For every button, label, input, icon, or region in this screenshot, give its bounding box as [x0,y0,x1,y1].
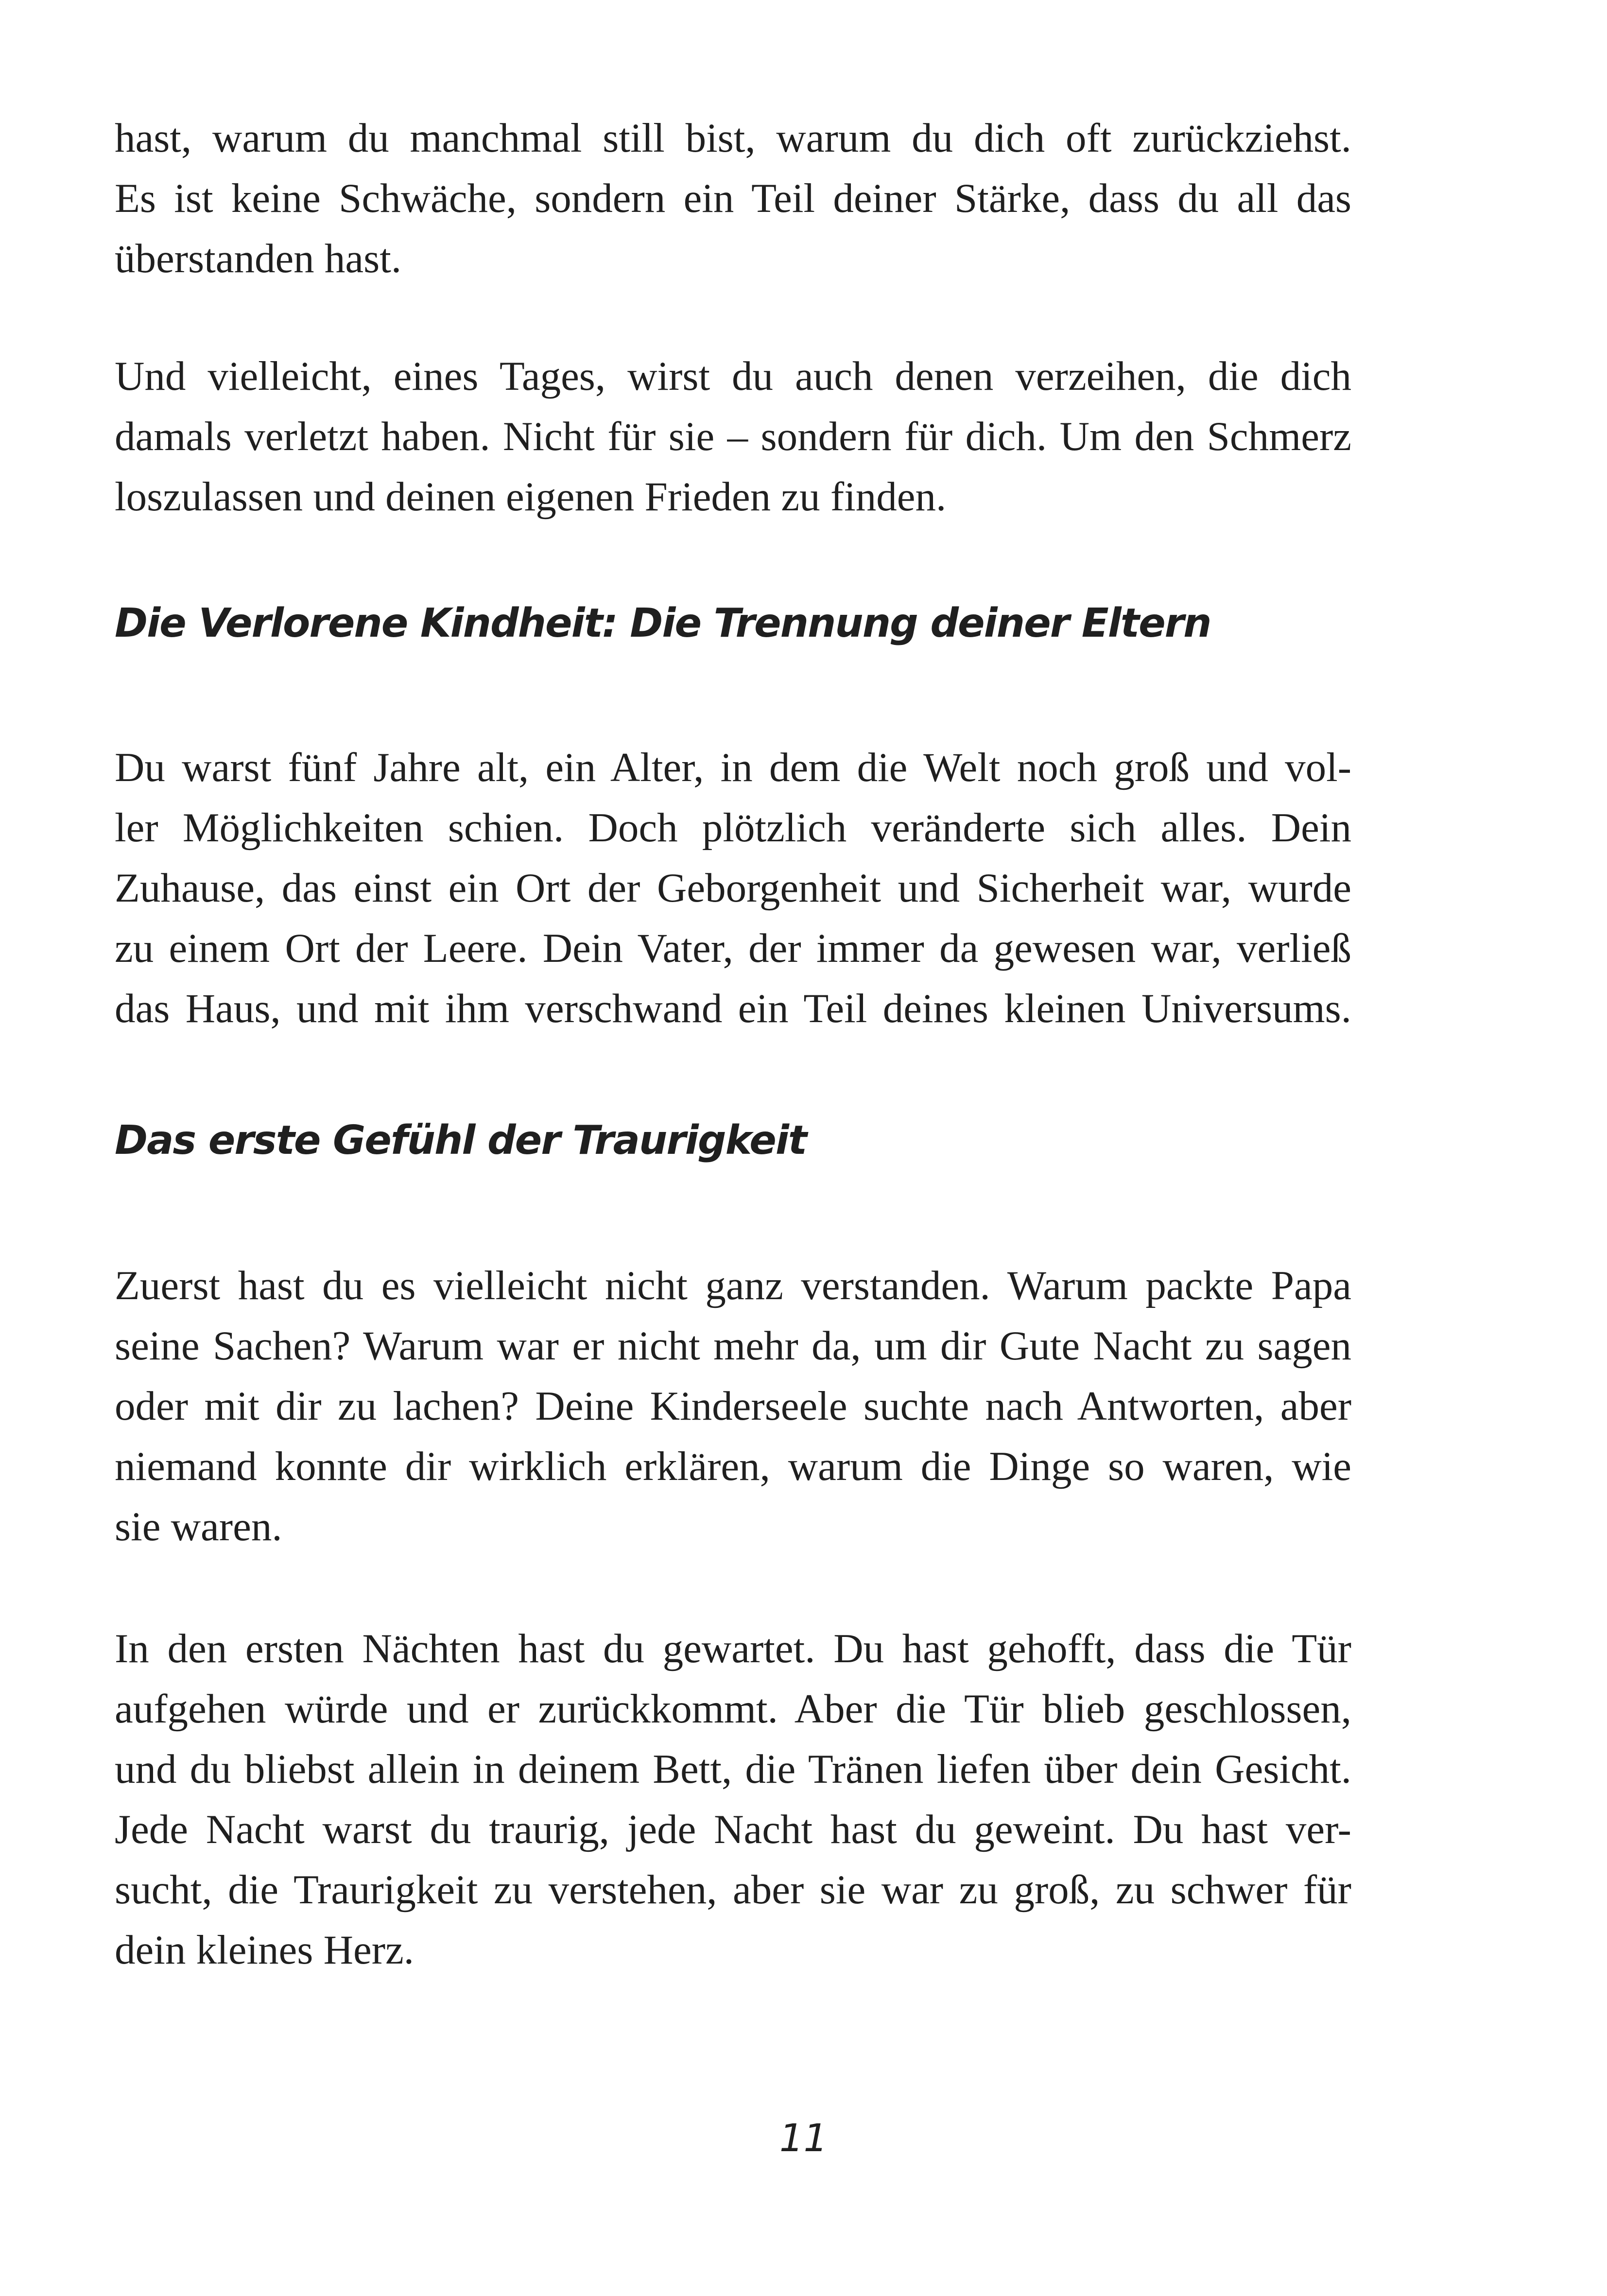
text-line: aufgehen würde und er zurückkommt. Aber die Tür blieb geschlossen, [115,1686,1351,1732]
text-line: dein kleines Herz. [115,1927,415,1973]
text-line: In den ersten Nächten hast du gewartet. Du hast gehofft, dass die Tür [115,1626,1351,1671]
text-line: Jede Nacht warst du traurig, jede Nacht hast du geweint. Du hast ver- [115,1807,1351,1852]
text-line: sucht, die Traurigkeit zu verstehen, aber sie war zu groß, zu schwer für [115,1867,1351,1913]
paragraph-2 [115,346,1351,527]
text-line: ler Möglichkeiten schien. Doch plötzlich veränderte sich alles. Dein [115,805,1351,851]
text-line: seine Sachen? Warum war er nicht mehr da, um dir Gute Nacht zu sagen [115,1323,1351,1369]
section-heading: Die Verlorene Kindheit: Die Trennung deiner Eltern [115,600,1211,646]
text-line: loszulassen und deinen eigenen Frieden zu finden. [115,474,947,520]
paragraph-3 [115,737,1351,1039]
text-line: Es ist keine Schwäche, sondern ein Teil deiner Stärke, dass du all das [115,175,1351,221]
text-line: Und vielleicht, eines Tages, wirst du auch denen verzeihen, die dich [115,353,1351,399]
page-number: 11 [779,2117,828,2160]
text-line: das Haus, und mit ihm verschwand ein Teil deines kleinen Universums. [115,986,1351,1031]
text-line: Du warst fünf Jahre alt, ein Alter, in dem die Welt noch groß und vol- [115,745,1351,790]
text-line: zu einem Ort der Leere. Dein Vater, der immer da gewesen war, verließ [115,925,1351,971]
text-line: Zuerst hast du es vielleicht nicht ganz verstanden. Warum packte Papa [115,1263,1351,1308]
paragraph-5 [115,1618,1351,1980]
text-line: hast, warum du manchmal still bist, warum du dich oft zurückziehst. [115,115,1351,161]
text-line: Zuhause, das einst ein Ort der Geborgenheit und Sicherheit war, wurde [115,865,1351,911]
text-line: oder mit dir zu lachen? Deine Kinderseele suchte nach Antworten, aber [115,1383,1351,1429]
text-line: damals verletzt haben. Nicht für sie – sondern für dich. Um den Schmerz [115,414,1351,459]
paragraph-1 [115,108,1351,289]
section-heading: Das erste Gefühl der Traurigkeit [115,1117,807,1164]
text-line: sie waren. [115,1504,282,1549]
text-line: und du bliebst allein in deinem Bett, die Tränen liefen über dein Gesicht. [115,1746,1351,1792]
text-line: überstanden hast. [115,236,402,281]
text-line: niemand konnte dir wirklich erklären, warum die Dinge so waren, wie [115,1444,1351,1489]
paragraph-4 [115,1255,1351,1557]
